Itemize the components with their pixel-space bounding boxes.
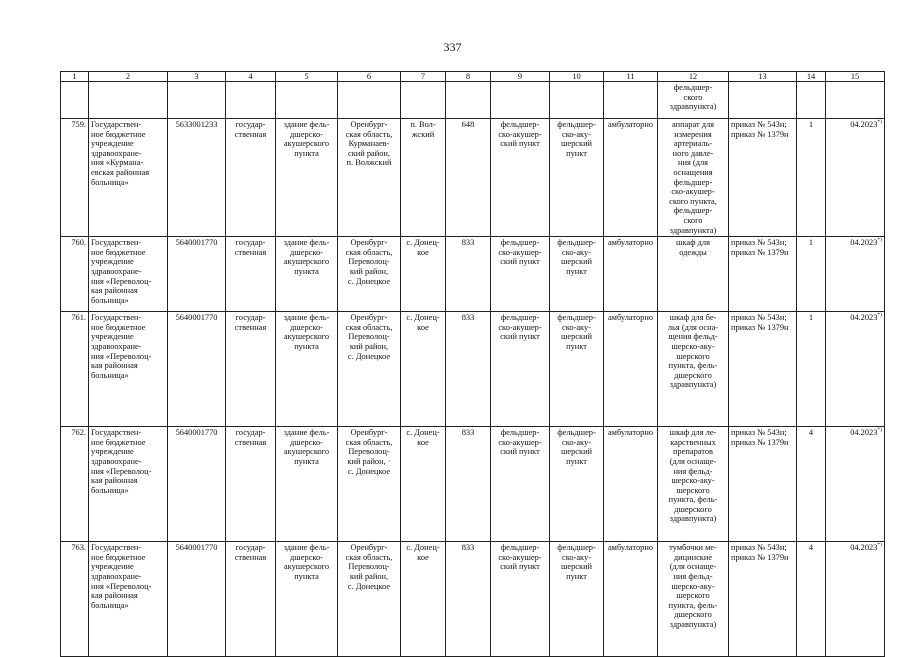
unit-cell: фельдшер- ско-акушер- ский пункт [491, 542, 550, 657]
quantity-cell: 1 [797, 237, 826, 312]
order-cell: приказ № 543н; приказ № 1379н [729, 427, 797, 542]
care-form-cell: амбулаторно [604, 237, 658, 312]
quantity-cell: 1 [797, 119, 826, 237]
continuation-row [61, 82, 885, 119]
date-value: 04.2023 [850, 313, 878, 323]
table-row [61, 119, 885, 237]
unit-type-cell: фельдшер- ско-аку- шерский пункт [550, 542, 604, 657]
column-number: 9 [491, 72, 550, 82]
unit-cell: фельдшер- ско-акушер- ский пункт [491, 119, 550, 237]
date-cell [826, 542, 885, 657]
locality-cell: с. Донец- кое [401, 312, 446, 427]
code-cell: 648 [446, 119, 491, 237]
ownership-cell: государ- ственная [226, 119, 276, 237]
column-number: 14 [797, 72, 826, 82]
unit-cell: фельдшер- ско-акушер- ский пункт [491, 237, 550, 312]
order-cell: приказ № 543н; приказ № 1379н [729, 312, 797, 427]
date-value: 04.2023 [850, 428, 878, 438]
ownership-cell: государ- ственная [226, 542, 276, 657]
code-cell: 833 [446, 237, 491, 312]
row-number-cell: 760. [61, 237, 89, 312]
column-number: 8 [446, 72, 491, 82]
table-row [61, 237, 885, 312]
order-cell: приказ № 543н; приказ № 1379н [729, 542, 797, 657]
quantity-cell: 4 [797, 427, 826, 542]
date-cell [826, 237, 885, 312]
code-cell: 833 [446, 542, 491, 657]
equipment-table [60, 71, 885, 657]
inn-cell: 5640001770 [168, 237, 226, 312]
column-number-header [61, 72, 885, 82]
building-cell: здание фель- дшерско- акушерского пункта [276, 237, 338, 312]
building-cell: здание фель- дшерско- акушерского пункта [276, 119, 338, 237]
address-cell: Оренбург- ская область, Курманаев- ский район, п. Волжский [338, 119, 401, 237]
footnote-mark: *) [877, 312, 882, 319]
footnote-mark: *) [877, 542, 882, 549]
row-number-cell: 761. [61, 312, 89, 427]
page-number: 337 [443, 40, 462, 54]
organization-cell: Государствен- ное бюджетное учреждение здравоохране- ния «Переволоц- кая районная больница» [89, 312, 168, 427]
column-number: 5 [276, 72, 338, 82]
code-cell: 833 [446, 427, 491, 542]
column-number: 15 [826, 72, 885, 82]
ownership-cell: государ- ственная [226, 237, 276, 312]
organization-cell: Государствен- ное бюджетное учреждение здравоохране- ния «Переволоц- кая районная больница» [89, 237, 168, 312]
order-cell: приказ № 543н; приказ № 1379н [729, 119, 797, 237]
care-form-cell: амбулаторно [604, 312, 658, 427]
column-number: 12 [658, 72, 729, 82]
inn-cell: 5640001770 [168, 312, 226, 427]
equipment-cell: шкаф для ле- карственных препаратов (для оснаще- ния фельд- шерско-аку- шерского пункта, фель- дшерского здравпункта) [658, 427, 729, 542]
unit-type-cell: фельдшер- ско-аку- шерский пункт [550, 119, 604, 237]
date-cell [826, 119, 885, 237]
care-form-cell: амбулаторно [604, 427, 658, 542]
equipment-cell: аппарат для измерения артериаль- ного давле- ния (для оснащения фельдшер- ско-акушер- ского пункта, фельдшер- ского здравпункта) [658, 119, 729, 237]
building-cell: здание фель- дшерско- акушерского пункта [276, 427, 338, 542]
order-cell: приказ № 543н; приказ № 1379н [729, 237, 797, 312]
date-cell [826, 427, 885, 542]
column-number: 2 [89, 72, 168, 82]
date-value: 04.2023 [850, 543, 878, 553]
table-row [61, 427, 885, 542]
equipment-cell: тумбочки ме- дицинские (для оснаще- ния фельд- шерско-аку- шерского пункта, фель- дшерского здравпункта) [658, 542, 729, 657]
building-cell: здание фель- дшерско- акушерского пункта [276, 312, 338, 427]
row-number-cell: 763. [61, 542, 89, 657]
organization-cell: Государствен- ное бюджетное учреждение здравоохране- ния «Переволоц- кая районная больница» [89, 427, 168, 542]
unit-cell: фельдшер- ско-акушер- ский пункт [491, 427, 550, 542]
footnote-mark: *) [877, 237, 882, 244]
date-value: 04.2023 [850, 238, 878, 248]
column-number: 7 [401, 72, 446, 82]
address-cell: Оренбург- ская область, Переволоц- кий район, с. Донецкое [338, 542, 401, 657]
unit-type-cell: фельдшер- ско-аку- шерский пункт [550, 237, 604, 312]
inn-cell: 5640001770 [168, 427, 226, 542]
locality-cell: с. Донец- кое [401, 427, 446, 542]
column-number: 11 [604, 72, 658, 82]
code-cell: 833 [446, 312, 491, 427]
column-number: 6 [338, 72, 401, 82]
column-number: 3 [168, 72, 226, 82]
locality-cell: п. Вол- жский [401, 119, 446, 237]
table-row [61, 542, 885, 657]
organization-cell: Государствен- ное бюджетное учреждение здравоохране- ния «Курмана- евская районная больница» [89, 119, 168, 237]
date-cell [826, 312, 885, 427]
column-number: 10 [550, 72, 604, 82]
locality-cell: с. Донец- кое [401, 237, 446, 312]
table-row [61, 312, 885, 427]
quantity-cell: 1 [797, 312, 826, 427]
footnote-mark: *) [877, 427, 882, 434]
unit-type-cell: фельдшер- ско-аку- шерский пункт [550, 312, 604, 427]
inn-cell: 5633001233 [168, 119, 226, 237]
date-value: 04.2023 [850, 120, 878, 129]
ownership-cell: государ- ственная [226, 312, 276, 427]
column-number: 1 [61, 72, 89, 82]
row-number-cell: 762. [61, 427, 89, 542]
address-cell: Оренбург- ская область, Переволоц- кий район, с. Донецкое [338, 312, 401, 427]
equipment-cell: шкаф для одежды [658, 237, 729, 312]
unit-type-cell: фельдшер- ско-аку- шерский пункт [550, 427, 604, 542]
equipment-cell: шкаф для бе- лья (для осна- щения фельд- шерско-аку- шерского пункта, фель- дшерского здравпункта) [658, 312, 729, 427]
unit-cell: фельдшер- ско-акушер- ский пункт [491, 312, 550, 427]
quantity-cell: 4 [797, 542, 826, 657]
locality-cell: с. Донец- кое [401, 542, 446, 657]
column-number: 13 [729, 72, 797, 82]
inn-cell: 5640001770 [168, 542, 226, 657]
care-form-cell: амбулаторно [604, 119, 658, 237]
address-cell: Оренбург- ская область, Переволоц- кий район, · с. Донецкое [338, 427, 401, 542]
organization-cell: Государствен- ное бюджетное учреждение здравоохране- ния «Переволоц- кая районная больница» [89, 542, 168, 657]
continuation-equipment-cell: фельдшер- ского здравпункта) [658, 82, 729, 119]
address-cell: Оренбург- ская область, Переволоц- кий район, с. Донецкое [338, 237, 401, 312]
row-number-cell: 759. [61, 119, 89, 237]
column-number: 4 [226, 72, 276, 82]
footnote-mark: *) [877, 119, 882, 126]
building-cell: здание фель- дшерско- акушерского пункта [276, 542, 338, 657]
ownership-cell: государ- ственная [226, 427, 276, 542]
care-form-cell: амбулаторно [604, 542, 658, 657]
